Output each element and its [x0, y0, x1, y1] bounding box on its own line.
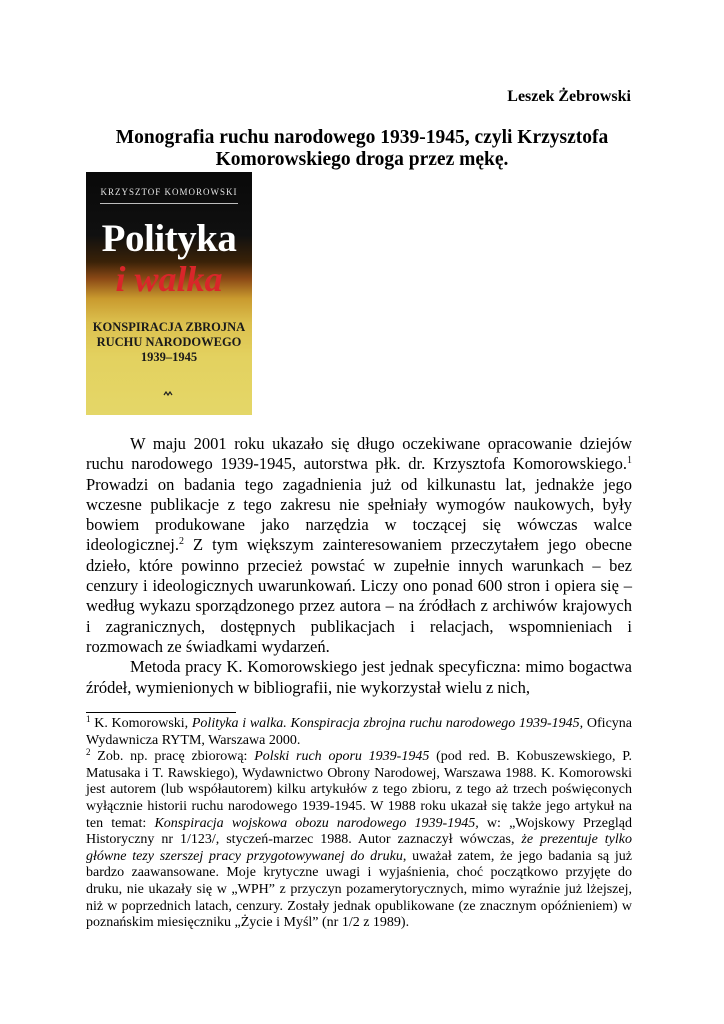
- footnote-divider: [86, 712, 236, 713]
- footnote-2-text-d: , uważał zatem, że jego badania są już bardzo zaawansowane. Moje krytyczne uwagi i wyjaśnienia, choć początkowo przyjęte do druku, nie ukazały się w „WPH” z przyczyn pozamerytorycznych, mimo wyraźnie już lżejszej, niż w poprzednich latach, cenzury. Zostały jednak opublikowane (ze znacznym opóźnieniem) w poznańskim miesięczniku „Życie i Myśl” (nr 1/2 z 1989).: [86, 848, 633, 931]
- body-text: [86, 434, 632, 698]
- footnote-ref-2: 2: [179, 536, 185, 548]
- cover-subtitle-line-1: KONSPIRACJA ZBROJNA: [92, 320, 246, 334]
- article-title: [86, 127, 638, 171]
- footnote-1-text-a: K. Komorowski,: [90, 716, 192, 731]
- paragraph-1-part-c: Z tym większym zainteresowaniem przeczytałem jego obecne dzieło, które powinno przecież powstać w zupełnie innych warunkach – bez cenzury i ideologicznych uwarunkowań. Liczy ono ponad 600 stron i opiera się – według wykazu sporządzonego przez autora – na źródłach z archiwów krajowych i zagranicznych, dostępnych publikacjach i relacjach, wspomnieniach i rozmowach ze świadkami wydarzeń.: [86, 535, 632, 656]
- book-cover-image: [86, 172, 252, 415]
- footnote-1: [86, 716, 632, 749]
- footnote-2: [86, 749, 632, 932]
- publisher-logo-icon: [163, 391, 173, 397]
- cover-subtitle-line-3: 1939–1945: [140, 350, 198, 364]
- footnote-2-work-title: Polski ruch oporu 1939-1945: [254, 749, 430, 765]
- footnote-ref-1: 1: [627, 455, 632, 467]
- paragraph-1-part-a: W maju 2001 roku ukazało się długo oczekiwane opracowanie dziejów ruchu narodowego 1939-1945, autorstwa płk. dr. Krzysztofa Komorowskiego.: [86, 434, 632, 474]
- cover-subtitle: [86, 320, 252, 365]
- article-author: Leszek Żebrowski: [507, 88, 631, 105]
- footnote-2-number: 2: [86, 747, 91, 758]
- paragraph-2: Metoda pracy K. Komorowskiego jest jednak specyficzna: mimo bogactwa źródeł, wymienionych w bibliografii, nie wykorzystał wielu z nich,: [86, 657, 632, 697]
- paragraph-1-part-b: Prowadzi on badania tego zagadnienia już od kilkunastu lat, jednakże jego wczesne publikacje z tego zakresu nie spełniały wymogów naukowych, były bowiem produkowane jako narzędzia w toczącej się wówczas walce ideologicznej.: [86, 474, 632, 555]
- title-line-2: Komorowskiego droga przez mękę.: [215, 149, 509, 170]
- cover-divider: [100, 203, 238, 204]
- footnote-2-text-b: (pod red. B. Kobuszewskiego, P. Matusaka i T. Rawskiego), Wydawnictwo Obrony Narodowej, Warszawa 1988. K. Komorowski jest autorem (lub współautorem) kilku artykułów z tego zbioru, z tego aż trzech poświęconych wyłącznie historii ruchu narodowego 1939-1945. W 1988 roku ukazał się także jego artykuł na ten temat:: [86, 749, 632, 831]
- cover-subtitle-line-2: RUCHU NARODOWEGO: [96, 335, 242, 349]
- footnote-1-number: 1: [86, 714, 91, 724]
- footnote-2-text-a: Zob. np. pracę zbiorową:: [90, 749, 255, 765]
- paragraph-1: [86, 434, 632, 657]
- footnote-2-quote: że prezentuje tylko główne tezy szerszej pracy przygotowywanej do druku: [86, 832, 632, 864]
- footnote-2-text-c: w: „Wojskowy Przegląd Historyczny nr 1/123/, styczeń-marzec 1988. Autor zaznaczył wówczas,: [86, 815, 633, 848]
- cover-author: KRZYSZTOF KOMOROWSKI: [100, 187, 238, 197]
- cover-title-line-1: Polityka: [101, 217, 237, 260]
- cover-title-line-2: i walka: [115, 259, 223, 299]
- title-line-1: Monografia ruchu narodowego 1939-1945, czyli Krzysztofa: [115, 127, 609, 148]
- footnote-2-article-title: Konspiracja wojskowa obozu narodowego 1939-1945,: [154, 815, 479, 831]
- footnotes: [86, 716, 632, 932]
- footnote-1-book-title: Polityka i walka. Konspiracja zbrojna ruchu narodowego 1939-1945,: [191, 716, 584, 731]
- footnote-1-text-b: Oficyna Wydawnicza RYTM, Warszawa 2000.: [86, 716, 632, 748]
